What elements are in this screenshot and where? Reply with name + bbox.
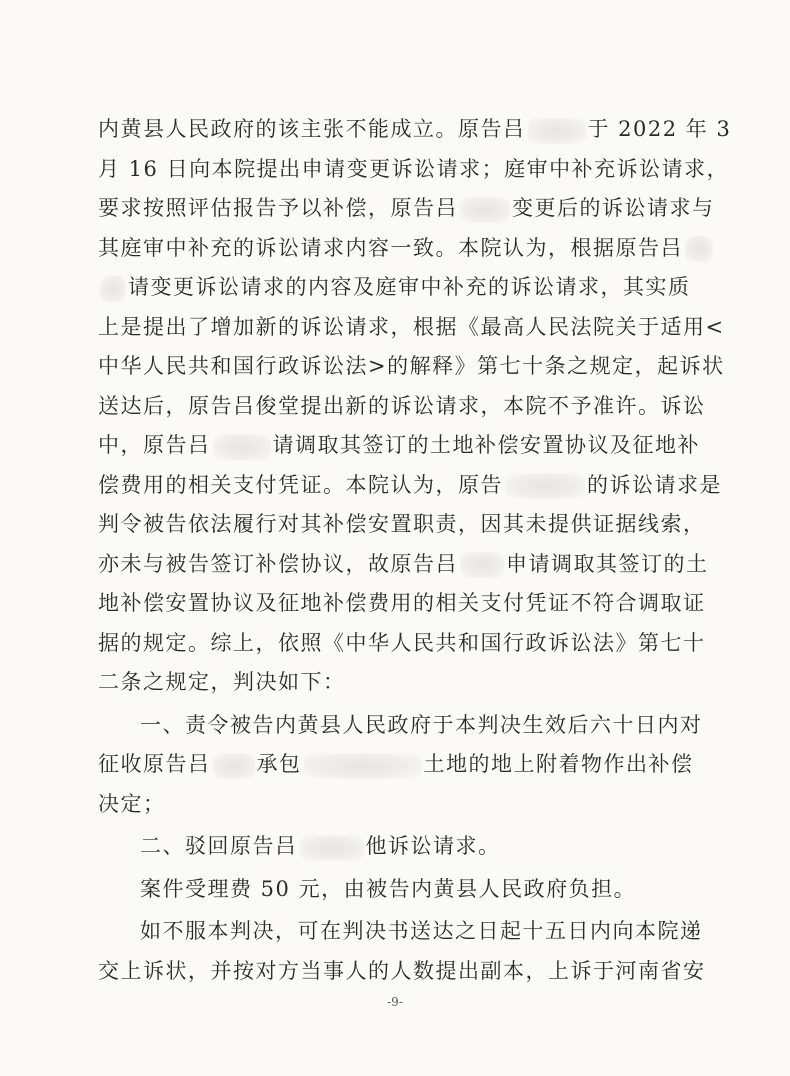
text-line: 决定；	[98, 791, 166, 816]
text-line: 如不服本判决，可在判决书送达之日起十五日内向本院递	[140, 919, 703, 943]
text-line: 请变更诉讼请求的内容及庭审中补充的诉讼请求，其实质	[98, 268, 688, 308]
text-line: 据的规定。综上，依照《中华人民共和国行政诉讼法》第七十	[98, 630, 706, 655]
text-line: 月 16 日向本院提出申请变更诉讼请求；庭审中补充诉讼请求，	[98, 156, 730, 181]
text-line: 地补偿安置协议及征地补偿费用的相关支付凭证不符合调取证	[98, 591, 706, 615]
text-line: 中华人民共和国行政诉讼法>的解释》第七十条之规定，起诉状	[98, 354, 725, 378]
text-line: 上是提出了增加新的诉讼请求，根据《最高人民法院关于适用<	[98, 314, 725, 339]
text-line: 交上诉状，并按对方当事人的人数提出副本，上诉于河南省安	[98, 958, 706, 983]
text-line: 偿费用的相关支付凭证。本院认为，原告 的诉讼请求是	[98, 466, 688, 506]
text-line: 一、责令被告内黄县人民政府于本判决生效后六十日内对	[140, 712, 703, 737]
redaction-blur	[528, 118, 586, 144]
redaction-blur	[460, 197, 510, 223]
text-line: 征收原告吕 承包 土地的地上附着物作出补偿	[98, 745, 688, 785]
redaction-blur	[505, 473, 585, 499]
redaction-blur	[213, 434, 271, 460]
redaction-blur	[304, 753, 422, 779]
text-line: 中，原告吕 请调取其签订的土地补偿安置协议及征地补	[98, 426, 688, 466]
redaction-blur	[100, 276, 126, 302]
text-line: 内黄县人民政府的该主张不能成立。原告吕 于 2022 年 3	[98, 110, 688, 150]
text-line: 要求按照评估报告予以补偿，原告吕 变更后的诉讼请求与	[98, 189, 688, 229]
text-line: 送达后，原告吕俊堂提出新的诉讼请求，本院不予准许。诉讼	[98, 393, 706, 418]
redaction-blur	[685, 236, 713, 262]
text-line: 二、驳回原告吕 他诉讼请求。	[98, 827, 688, 867]
text-line: 二条之规定，判决如下：	[98, 670, 346, 694]
redaction-blur	[213, 753, 255, 779]
redaction-blur	[300, 835, 364, 861]
text-line: 判令被告依法履行对其补偿安置职责，因其未提供证据线索，	[98, 512, 706, 536]
text-line: 亦未与被告签订补偿协议，故原告吕 申请调取其签订的土	[98, 545, 688, 585]
text-line: 案件受理费 50 元，由被告内黄县人民政府负担。	[140, 876, 637, 901]
page-number: -9-	[387, 995, 403, 1009]
redaction-blur	[460, 552, 504, 578]
judgment-body	[98, 110, 732, 991]
text-line: 其庭审中补充的诉讼请求内容一致。本院认为，根据原告吕	[98, 229, 688, 269]
